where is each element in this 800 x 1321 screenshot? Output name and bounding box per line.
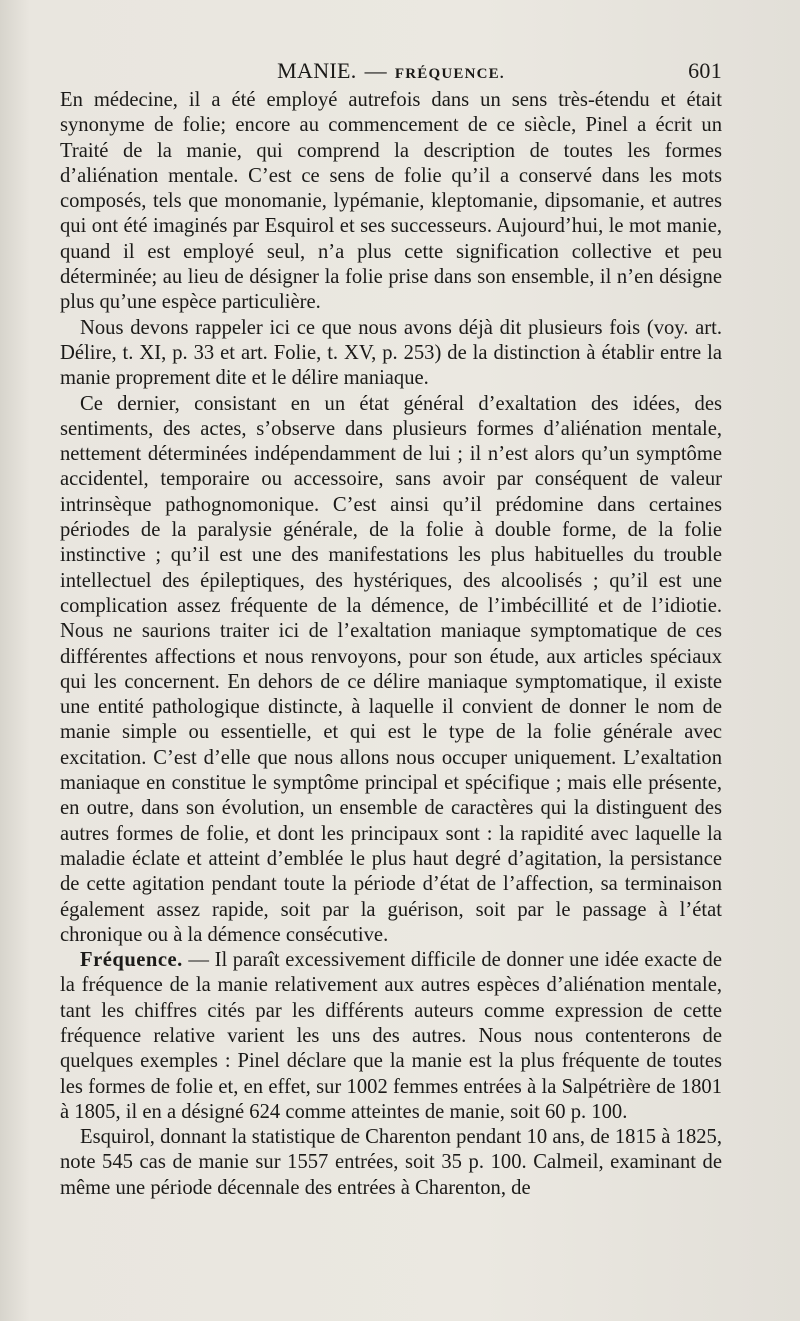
paragraph-5: Esquirol, donnant la statistique de Charenton pendant 10 ans, de 1815 à 1825, note 545 cas de manie sur 1557 entrées, soit 35 p. 100. Calmeil, examinant de même une période décennale des entrées à Charenton, de: [60, 1126, 722, 1199]
paragraph-4-text: — Il paraît excessivement difficile de donner une idée exacte de la fréquence de la manie relativement aux autres espèces d’aliénation mentale, tant les chiffres cités par les différents auteurs comme expression de cette fréquence relative varient les uns des autres. Nous nous contenterons de quelques exemples : Pinel déclare que la manie est la plus fréquente de toutes les formes de folie et, en effet, sur 1002 femmes entrées à la Salpétrière de 1801 à 1805, il en a désigné 624 comme atteintes de manie, soit 60 p. 100.: [60, 949, 722, 1123]
paragraph-4: [60, 948, 722, 1125]
paragraph-3: Ce dernier, consistant en un état général d’exaltation des idées, des sentiments, des actes, s’observe dans plusieurs formes d’aliénation mentale, nettement déterminées indépendamment de lui ; il n’est alors qu’un symptôme accidentel, temporaire ou accessoire, sans avoir par conséquent de valeur intrinsèque pathognomonique. C’est ainsi qu’il prédomine dans certaines périodes de la paralysie générale, de la folie à double forme, de la folie instinctive ; qu’il est une des manifestations les plus habituelles du trouble intellectuel des épileptiques, des hystériques, des alcoolisés ; qu’il est une complication assez fréquente de la démence, de l’imbécillité et de l’idiotie. Nous ne saurions traiter ici de l’exaltation maniaque symptomatique de ces différentes affections et nous renvoyons, pour son étude, aux articles spéciaux qui les concernent. En dehors de ce délire maniaque symptomatique, il existe une entité pathologique distincte, à laquelle il convient de donner le nom de manie simple ou essentielle, et qui est le type de la folie générale avec excitation. C’est d’elle que nous allons nous occuper uniquement. L’exaltation maniaque en constitue le symptôme principal et spécifique ; mais elle présente, en outre, dans son évolution, un ensemble de caractères qui la distinguent des autres formes de folie, et dont les principaux sont : la rapidité avec laquelle la maladie éclate et atteint d’emblée le plus haut degré d’agitation, la persistance de cette agitation pendant toute la période d’état de l’affection, sa terminaison également assez rapide, soit par la guérison, soit par le passage à l’état chronique ou à la démence consécutive.: [60, 392, 722, 946]
running-title-dash: —: [364, 58, 387, 83]
page-header: [60, 52, 722, 92]
running-title: [60, 58, 722, 84]
body-text: [60, 88, 722, 1201]
running-title-subtitle: FRÉQUENCE.: [394, 66, 505, 82]
page-number: 601: [688, 58, 722, 83]
running-title-main: MANIE.: [277, 58, 357, 83]
paragraph-1: En médecine, il a été employé autrefois dans un sens très-étendu et était synonyme de folie; encore au commencement de ce siècle, Pinel a écrit un Traité de la manie, qui comprend la description de toutes les formes d’aliénation mentale. C’est ce sens de folie qu’il a conservé dans les mots composés, tels que monomanie, lypémanie, kleptomanie, dipsomanie, et autres qui ont été imaginés par Esquirol et ses successeurs. Aujourd’hui, le mot manie, quand il est employé seul, n’a plus cette signification collective et peu déterminée; au lieu de désigner la folie prise dans son ensemble, il n’en désigne plus qu’une espèce particulière.: [60, 89, 722, 314]
section-heading-frequence: Fréquence.: [80, 949, 183, 972]
paragraph-2: Nous devons rappeler ici ce que nous avons déjà dit plusieurs fois (voy. art. Délire, t. XI, p. 33 et art. Folie, t. XV, p. 253) de la distinction à établir entre la manie proprement dite et le délire maniaque.: [60, 316, 722, 390]
